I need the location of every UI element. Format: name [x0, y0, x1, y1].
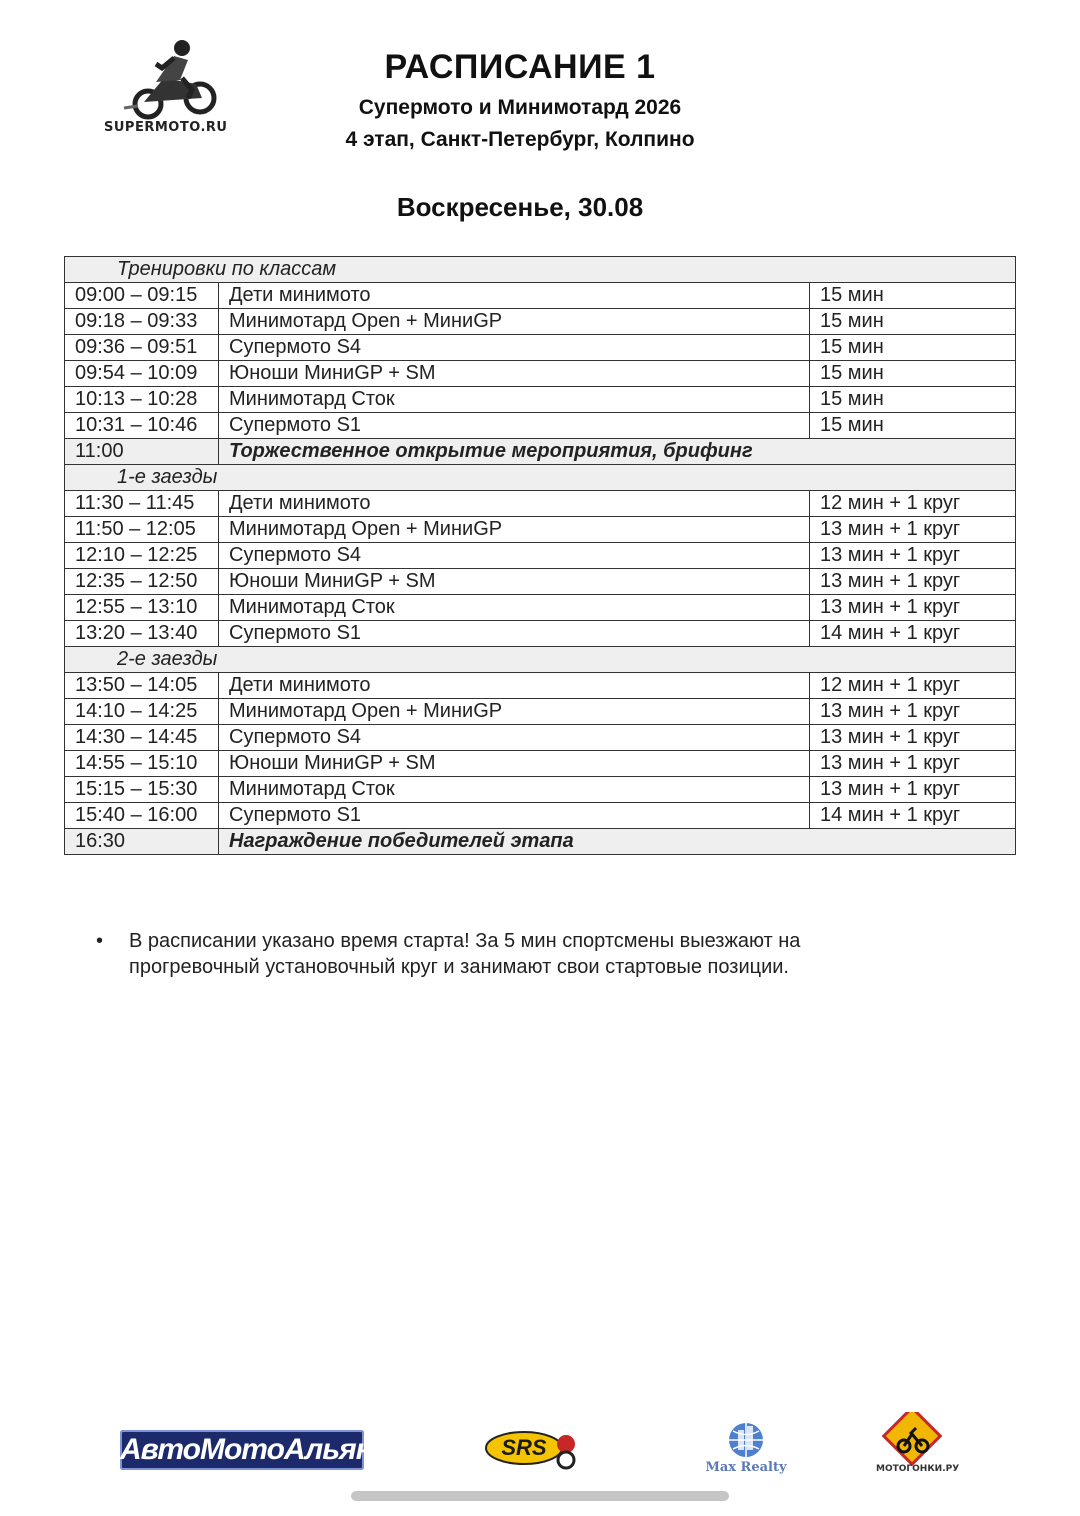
session-time: 12:35 – 12:50: [65, 569, 219, 595]
table-row: [65, 777, 1016, 803]
session-time: 14:10 – 14:25: [65, 699, 219, 725]
session-class: Минимотард Open + МиниGP: [219, 309, 810, 335]
session-duration: 13 мин + 1 круг: [810, 543, 1016, 569]
table-row: [65, 621, 1016, 647]
event-title: Торжественное открытие мероприятия, брифинг: [219, 439, 1016, 465]
section-header-row: [65, 647, 1016, 673]
event-subtitle: Супермото и Минимотард 2026: [358, 96, 682, 119]
table-row: [65, 751, 1016, 777]
sponsor-max-realty-logo: [700, 1418, 792, 1480]
session-duration: 15 мин: [810, 309, 1016, 335]
session-time: 15:15 – 15:30: [65, 777, 219, 803]
sponsor-srs-logo: [484, 1424, 580, 1472]
session-duration: 13 мин + 1 круг: [810, 517, 1016, 543]
session-duration: 13 мин + 1 круг: [810, 751, 1016, 777]
bullet: •: [96, 930, 104, 952]
table-row: [65, 543, 1016, 569]
session-duration: 15 мин: [810, 335, 1016, 361]
max-realty-name: Max Realty: [705, 1460, 787, 1475]
table-row: [65, 699, 1016, 725]
section-header: 2-е заезды: [65, 647, 1016, 673]
event-row: [65, 439, 1016, 465]
table-row: [65, 309, 1016, 335]
event-location: 4 этап, Санкт-Петербург, Колпино: [345, 128, 695, 151]
session-duration: 12 мин + 1 круг: [810, 491, 1016, 517]
event-title: Награждение победителей этапа: [219, 829, 1016, 855]
schedule-table: [64, 256, 1016, 855]
event-row: [65, 829, 1016, 855]
session-time: 09:54 – 10:09: [65, 361, 219, 387]
session-duration: 13 мин + 1 круг: [810, 699, 1016, 725]
session-class: Супермото S4: [219, 543, 810, 569]
motogonki-name: МОТОГОНКИ.РУ: [876, 1464, 960, 1474]
session-class: Юноши МиниGP + SM: [219, 361, 810, 387]
section-header-row: [65, 257, 1016, 283]
logo-text: SUPERMOTO.RU: [104, 120, 228, 135]
session-duration: 12 мин + 1 круг: [810, 673, 1016, 699]
session-duration: 13 мин + 1 круг: [810, 777, 1016, 803]
section-header: 1-е заезды: [65, 465, 1016, 491]
session-time: 14:30 – 14:45: [65, 725, 219, 751]
session-duration: 15 мин: [810, 387, 1016, 413]
session-time: 11:30 – 11:45: [65, 491, 219, 517]
session-time: 10:31 – 10:46: [65, 413, 219, 439]
session-class: Юноши МиниGP + SM: [219, 751, 810, 777]
session-duration: 13 мин + 1 круг: [810, 569, 1016, 595]
session-time: 14:55 – 15:10: [65, 751, 219, 777]
session-time: 09:36 – 09:51: [65, 335, 219, 361]
table-row: [65, 413, 1016, 439]
section-header: Тренировки по классам: [65, 257, 1016, 283]
table-row: [65, 595, 1016, 621]
event-time: 11:00: [65, 439, 219, 465]
session-duration: 14 мин + 1 круг: [810, 803, 1016, 829]
session-class: Минимотард Open + МиниGP: [219, 517, 810, 543]
globe-icon: [700, 1418, 792, 1460]
srs-racing-icon: [484, 1424, 580, 1472]
session-duration: 15 мин: [810, 413, 1016, 439]
session-time: 09:18 – 09:33: [65, 309, 219, 335]
session-class: Юноши МиниGP + SM: [219, 569, 810, 595]
session-class: Минимотард Сток: [219, 387, 810, 413]
session-class: Минимотард Сток: [219, 595, 810, 621]
srs-logo-lettering: SRS: [501, 1435, 547, 1460]
session-duration: 13 мин + 1 круг: [810, 595, 1016, 621]
table-row: [65, 283, 1016, 309]
session-duration: 13 мин + 1 круг: [810, 725, 1016, 751]
table-row: [65, 569, 1016, 595]
table-row: [65, 361, 1016, 387]
session-class: Дети минимото: [219, 673, 810, 699]
session-time: 13:20 – 13:40: [65, 621, 219, 647]
sponsor-avtomotoalyans-text: АвтоМотоАльянс: [120, 1430, 364, 1470]
session-class: Минимотард Сток: [219, 777, 810, 803]
sponsor-motogonki-logo: [876, 1412, 960, 1482]
session-time: 15:40 – 16:00: [65, 803, 219, 829]
table-row: [65, 725, 1016, 751]
session-time: 11:50 – 12:05: [65, 517, 219, 543]
table-row: [65, 517, 1016, 543]
table-row: [65, 387, 1016, 413]
table-row: [65, 335, 1016, 361]
road-sign-motorcycle-icon: [876, 1412, 954, 1466]
session-class: Дети минимото: [219, 491, 810, 517]
table-row: [65, 673, 1016, 699]
session-class: Супермото S1: [219, 803, 810, 829]
table-row: [65, 803, 1016, 829]
session-duration: 15 мин: [810, 283, 1016, 309]
session-time: 09:00 – 09:15: [65, 283, 219, 309]
start-time-note: [96, 928, 916, 980]
schedule-day: Воскресенье, 30.08: [396, 192, 644, 222]
session-duration: 15 мин: [810, 361, 1016, 387]
session-class: Супермото S4: [219, 335, 810, 361]
session-class: Супермото S1: [219, 413, 810, 439]
session-time: 12:10 – 12:25: [65, 543, 219, 569]
session-class: Дети минимото: [219, 283, 810, 309]
page-title: РАСПИСАНИЕ 1: [384, 48, 656, 86]
session-time: 13:50 – 14:05: [65, 673, 219, 699]
note-text: В расписании указано время старта! За 5 мин спортсмены выезжают на прогревочный установочный круг и занимают свои стартовые позиции.: [129, 930, 801, 978]
event-time: 16:30: [65, 829, 219, 855]
session-class: Супермото S4: [219, 725, 810, 751]
sponsor-avtomotoalyans-logo: [120, 1430, 389, 1470]
session-class: Минимотард Open + МиниGP: [219, 699, 810, 725]
section-header-row: [65, 465, 1016, 491]
table-row: [65, 491, 1016, 517]
session-duration: 14 мин + 1 круг: [810, 621, 1016, 647]
session-class: Супермото S1: [219, 621, 810, 647]
session-time: 10:13 – 10:28: [65, 387, 219, 413]
session-time: 12:55 – 13:10: [65, 595, 219, 621]
home-indicator[interactable]: [351, 1491, 729, 1501]
